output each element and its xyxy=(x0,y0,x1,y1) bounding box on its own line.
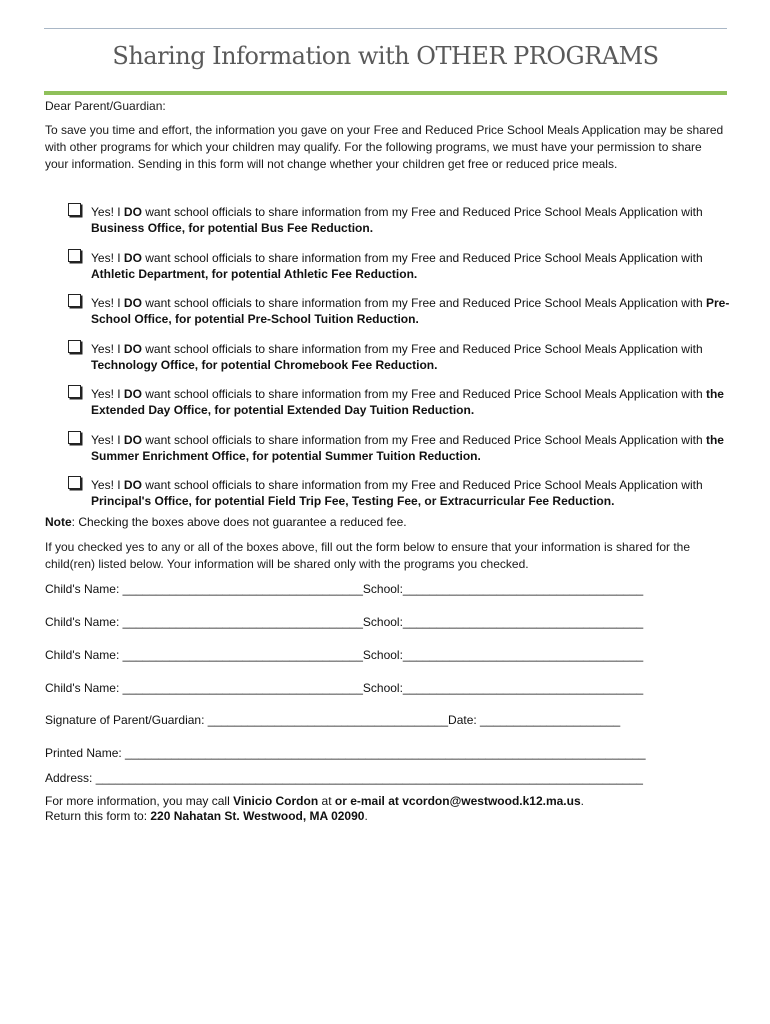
child-name-line-2[interactable]: Child's Name: ____________________________________School:____________________________________ xyxy=(45,615,644,629)
top-divider xyxy=(44,28,727,29)
info-end: . xyxy=(580,794,584,808)
consent-program: Athletic Department, for potential Athletic Fee Reduction. xyxy=(91,266,418,281)
consent-text xyxy=(91,386,731,418)
signature-line[interactable]: Signature of Parent/Guardian: ____________________________________Date: _____________________ xyxy=(45,713,621,727)
consent-prefix: Yes! I xyxy=(91,478,124,492)
consent-do: DO xyxy=(123,250,142,265)
note-text: : Checking the boxes above does not guarantee a reduced fee. xyxy=(71,515,407,529)
consent-text xyxy=(91,204,731,236)
consent-text xyxy=(91,432,731,464)
consent-checkbox[interactable] xyxy=(68,476,81,489)
address-line[interactable]: Address: __________________________________________________________________________________ xyxy=(45,771,643,785)
consent-prefix: Yes! I xyxy=(91,387,124,401)
consent-item-preschool xyxy=(68,291,728,337)
consent-checkbox[interactable] xyxy=(68,431,81,444)
consent-checkbox[interactable] xyxy=(68,294,81,307)
consent-do: DO xyxy=(123,205,142,219)
consent-prefix: Yes! I xyxy=(91,341,124,356)
info-mid: at xyxy=(318,794,335,808)
child-name-line-4[interactable]: Child's Name: ____________________________________School:____________________________________ xyxy=(45,681,644,695)
consent-text xyxy=(91,250,731,282)
consent-checkbox[interactable] xyxy=(68,203,81,216)
consent-program: Technology Office, for potential Chromebook Fee Reduction. xyxy=(91,357,438,372)
contact-email: or e-mail at vcordon@westwood.k12.ma.us xyxy=(334,794,581,808)
consent-program: Business Office, for potential Bus Fee Reduction. xyxy=(91,221,374,235)
consent-program: the Summer Enrichment Office, for potential Summer Tuition Reduction. xyxy=(91,432,724,463)
note-label: Note xyxy=(45,515,72,529)
consent-do: DO xyxy=(123,432,142,447)
consent-middle: want school officials to share information from my Free and Reduced Price School Meals Application with xyxy=(141,432,706,447)
instructions-paragraph: If you checked yes to any or all of the boxes above, fill out the form below to ensure that your information is shared for the child(ren) listed below. Your information will be shared only with the programs you checked. xyxy=(45,540,691,571)
consent-prefix: Yes! I xyxy=(91,205,124,219)
consent-do: DO xyxy=(123,478,142,492)
consent-checkbox[interactable] xyxy=(68,249,81,262)
consent-program: Pre-School Office, for potential Pre-School Tuition Reduction. xyxy=(91,296,730,326)
return-end: . xyxy=(364,809,368,823)
greeting: Dear Parent/Guardian: xyxy=(45,99,166,113)
footer xyxy=(45,794,584,824)
consent-prefix: Yes! I xyxy=(91,250,124,265)
consent-prefix: Yes! I xyxy=(91,432,124,447)
consent-do: DO xyxy=(123,341,142,356)
printed-name-line[interactable]: Printed Name: ______________________________________________________________________________ xyxy=(45,746,646,760)
consent-item-principal xyxy=(68,473,728,519)
return-prefix: Return this form to: xyxy=(45,809,151,823)
consent-do: DO xyxy=(123,387,142,401)
consent-item-athletic xyxy=(68,246,728,292)
consent-checkbox[interactable] xyxy=(68,340,81,353)
return-address: 220 Nahatan St. Westwood, MA 02090 xyxy=(150,809,365,823)
intro-paragraph: To save you time and effort, the information you gave on your Free and Reduced Price School Meals Application may be shared with other programs for which your children may qualify. For the following programs, we must have your permission to share your information. Sending in this form will not change whether your children get free or reduced price meals. xyxy=(45,123,724,171)
child-name-line-1[interactable]: Child's Name: ____________________________________School:____________________________________ xyxy=(45,582,644,596)
consent-item-summer xyxy=(68,428,728,474)
contact-info xyxy=(45,794,584,809)
consent-program: the Extended Day Office, for potential Extended Day Tuition Reduction. xyxy=(91,387,724,417)
consent-text xyxy=(91,341,731,373)
consent-do: DO xyxy=(123,296,142,310)
return-info xyxy=(45,809,584,824)
info-prefix: For more information, you may call xyxy=(45,794,234,808)
consent-middle: want school officials to share information from my Free and Reduced Price School Meals Application with xyxy=(141,250,703,265)
consent-program: Principal's Office, for potential Field Trip Fee, Testing Fee, or Extracurricular Fee Reduction. xyxy=(91,494,615,508)
consent-item-extended-day xyxy=(68,382,728,428)
child-name-line-3[interactable]: Child's Name: ____________________________________School:____________________________________ xyxy=(45,648,644,662)
consent-middle: want school officials to share information from my Free and Reduced Price School Meals Application with xyxy=(141,205,703,219)
page-title: Sharing Information with OTHER PROGRAMS xyxy=(112,42,659,70)
consent-text xyxy=(91,295,731,327)
note xyxy=(45,515,407,529)
consent-middle: want school officials to share information from my Free and Reduced Price School Meals Application with xyxy=(141,296,706,310)
consent-middle: want school officials to share information from my Free and Reduced Price School Meals Application with xyxy=(141,478,703,492)
consent-middle: want school officials to share information from my Free and Reduced Price School Meals Application with xyxy=(141,341,703,356)
consent-prefix: Yes! I xyxy=(91,296,124,310)
consent-list xyxy=(68,200,728,519)
consent-item-business xyxy=(68,200,728,246)
consent-middle: want school officials to share information from my Free and Reduced Price School Meals Application with xyxy=(141,387,706,401)
consent-item-technology xyxy=(68,337,728,383)
consent-checkbox[interactable] xyxy=(68,385,81,398)
contact-name: Vinicio Cordon xyxy=(233,794,319,808)
title-underline xyxy=(44,91,727,95)
consent-text xyxy=(91,477,731,509)
